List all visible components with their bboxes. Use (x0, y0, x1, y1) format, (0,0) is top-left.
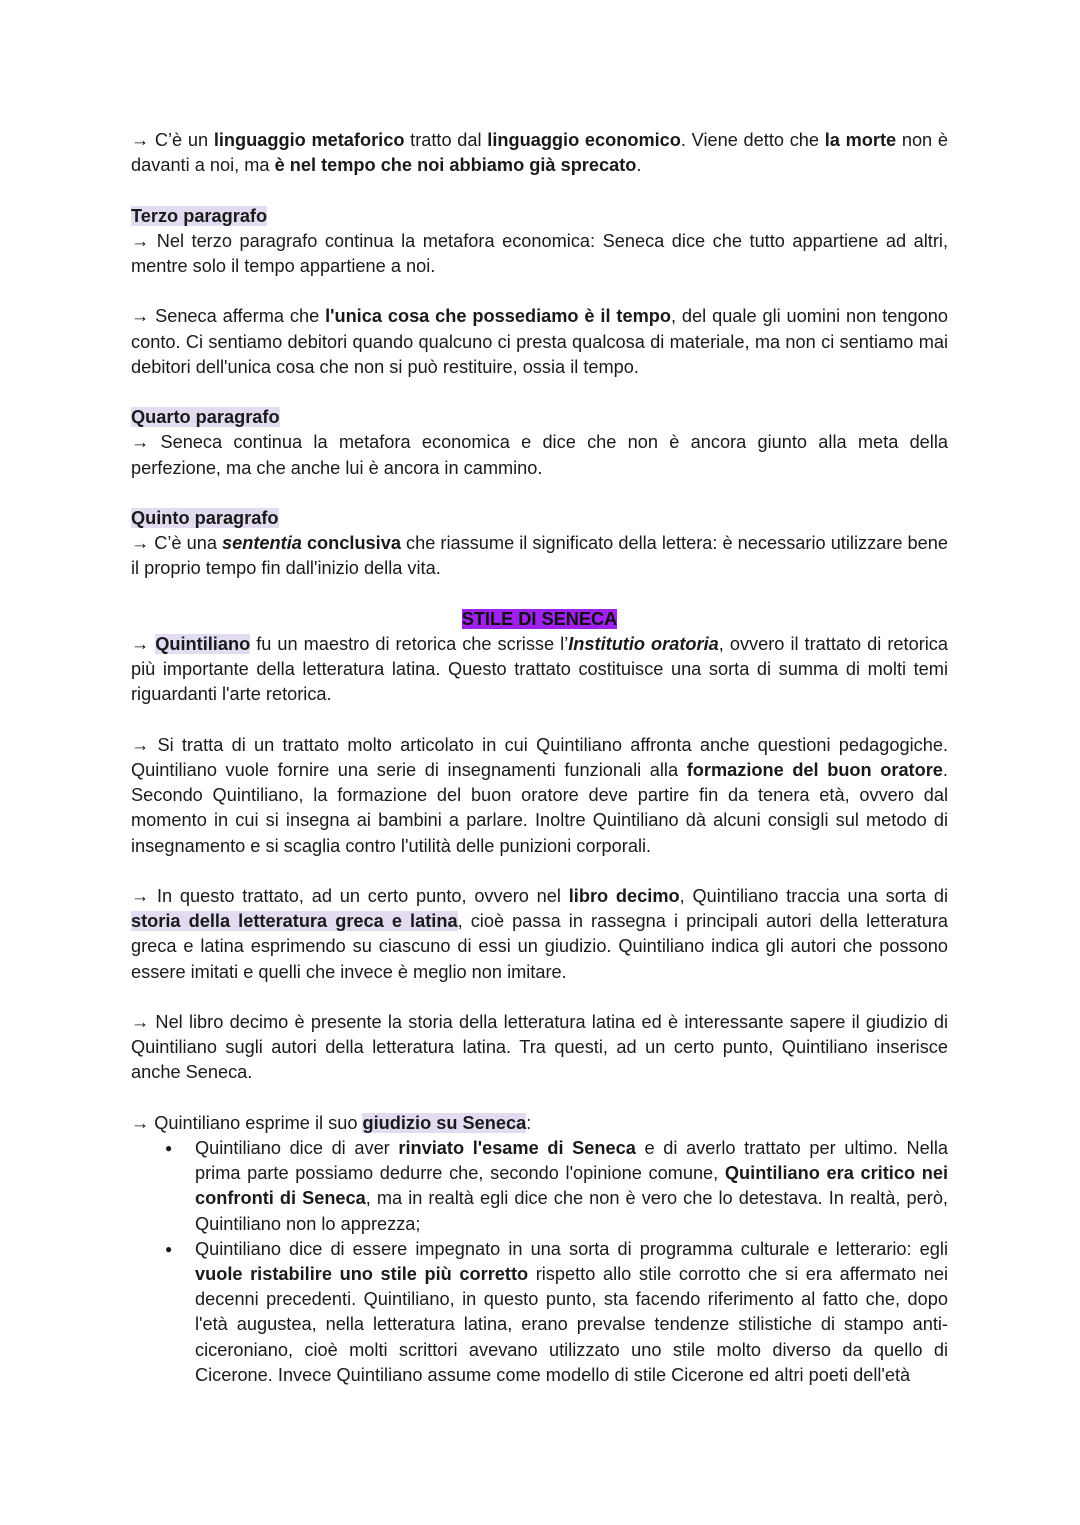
heading-quinto-paragrafo: Quinto paragrafo (131, 507, 279, 528)
paragraph-trattato: → Si tratta di un trattato molto articolato in cui Quintiliano affronta anche questioni pedagogiche. Quintiliano vuole fornire una serie di insegnamenti funzionali alla formazione del buon oratore. Secondo Quintiliano, la formazione del buon oratore deve partire fin da tenera età, ovvero dal momento in cui si insegna ai bambini a parlare. Inoltre Quintiliano dà alcuni consigli sul metodo di insegnamento e si scaglia contro l'utilità delle punizioni corporali. (131, 734, 948, 856)
list-item: ● Quintiliano dice di aver rinviato l'esame di Seneca e di averlo trattato per ultimo. Nella prima parte possiamo dedurre che, secondo l'opinione comune, Quintiliano era critico nei confronti di Seneca, ma in realtà egli dice che non è vero che lo detestava. In realtà, però, Quintiliano non lo apprezza; (195, 1136, 948, 1237)
list-item: ● Quintiliano dice di essere impegnato in una sorta di programma culturale e letterario: egli vuole ristabilire uno stile più corretto rispetto allo stile corrotto che si era affermato nei decenni precedenti. Quintiliano, in questo punto, sta facendo riferimento al fatto che, dopo l'età augustea, nella letteratura latina, erano prevalse tendenze stilistiche di stampo anti-ciceroniano, cioè molti scrittori avevano utilizzato uno stile molto diverso da quello di Cicerone. Invece Quintiliano assume come modello di stile Cicerone ed altri poeti dell'età (195, 1237, 948, 1388)
paragraph-giudizio: → Quintiliano esprime il suo giudizio su Seneca: (131, 1112, 532, 1133)
paragraph-quintiliano: → Quintiliano fu un maestro di retorica che scrisse l’Institutio oratoria, ovvero il trattato di retorica più importante della letteratura latina. Questo trattato costituisce una sorta di summa di molti temi riguardanti l'arte retorica. (131, 633, 948, 705)
paragraph-tempo: → Seneca afferma che l'unica cosa che possediamo è il tempo, del quale gli uomini non tengono conto. Ci sentiamo debitori quando qualcuno ci presta qualcosa di materiale, ma non ci sentiamo mai debitori dell'unica cosa che non si può restituire, ossia il tempo. (131, 306, 948, 377)
paragraph-libro-decimo: → In questo trattato, ad un certo punto, ovvero nel libro decimo, Quintiliano traccia una sorta di storia della letteratura greca e latina, cioè passa in rassegna i principali autori della letteratura greca e latina esprimendo su ciascuno di essi un giudizio. Quintiliano indica gli autori che possono essere imitati e quelli che invece è meglio non imitare. (131, 885, 948, 982)
judgement-list (131, 1136, 948, 1388)
paragraph-quinto: → C’è una sententia conclusiva che riassume il significato della lettera: è necessario utilizzare bene il proprio tempo fin dall'inizio della vita. (131, 533, 948, 579)
section-title: STILE DI SENECA (461, 608, 618, 629)
heading-quarto-paragrafo: Quarto paragrafo (131, 407, 280, 428)
heading-terzo-paragrafo: Terzo paragrafo (131, 205, 268, 226)
paragraph-letteratura-latina: → Nel libro decimo è presente la storia della letteratura latina ed è interessante sapere il giudizio di Quintiliano sugli autori della letteratura latina. Tra questi, ad un certo punto, Quintiliano inserisce anche Seneca. (131, 1011, 948, 1083)
paragraph-quarto: → Seneca continua la metafora economica e dice che non è ancora giunto alla meta della perfezione, ma che anche lui è ancora in cammino. (131, 432, 948, 478)
paragraph-metafora: → C’è un linguaggio metaforico tratto dal linguaggio economico. Viene detto che la morte non è davanti a noi, ma è nel tempo che noi abbiamo già sprecato. (131, 130, 948, 176)
document-page (131, 128, 948, 1388)
paragraph-terzo: → Nel terzo paragrafo continua la metafora economica: Seneca dice che tutto appartiene ad altri, mentre solo il tempo appartiene a noi. (131, 230, 948, 276)
